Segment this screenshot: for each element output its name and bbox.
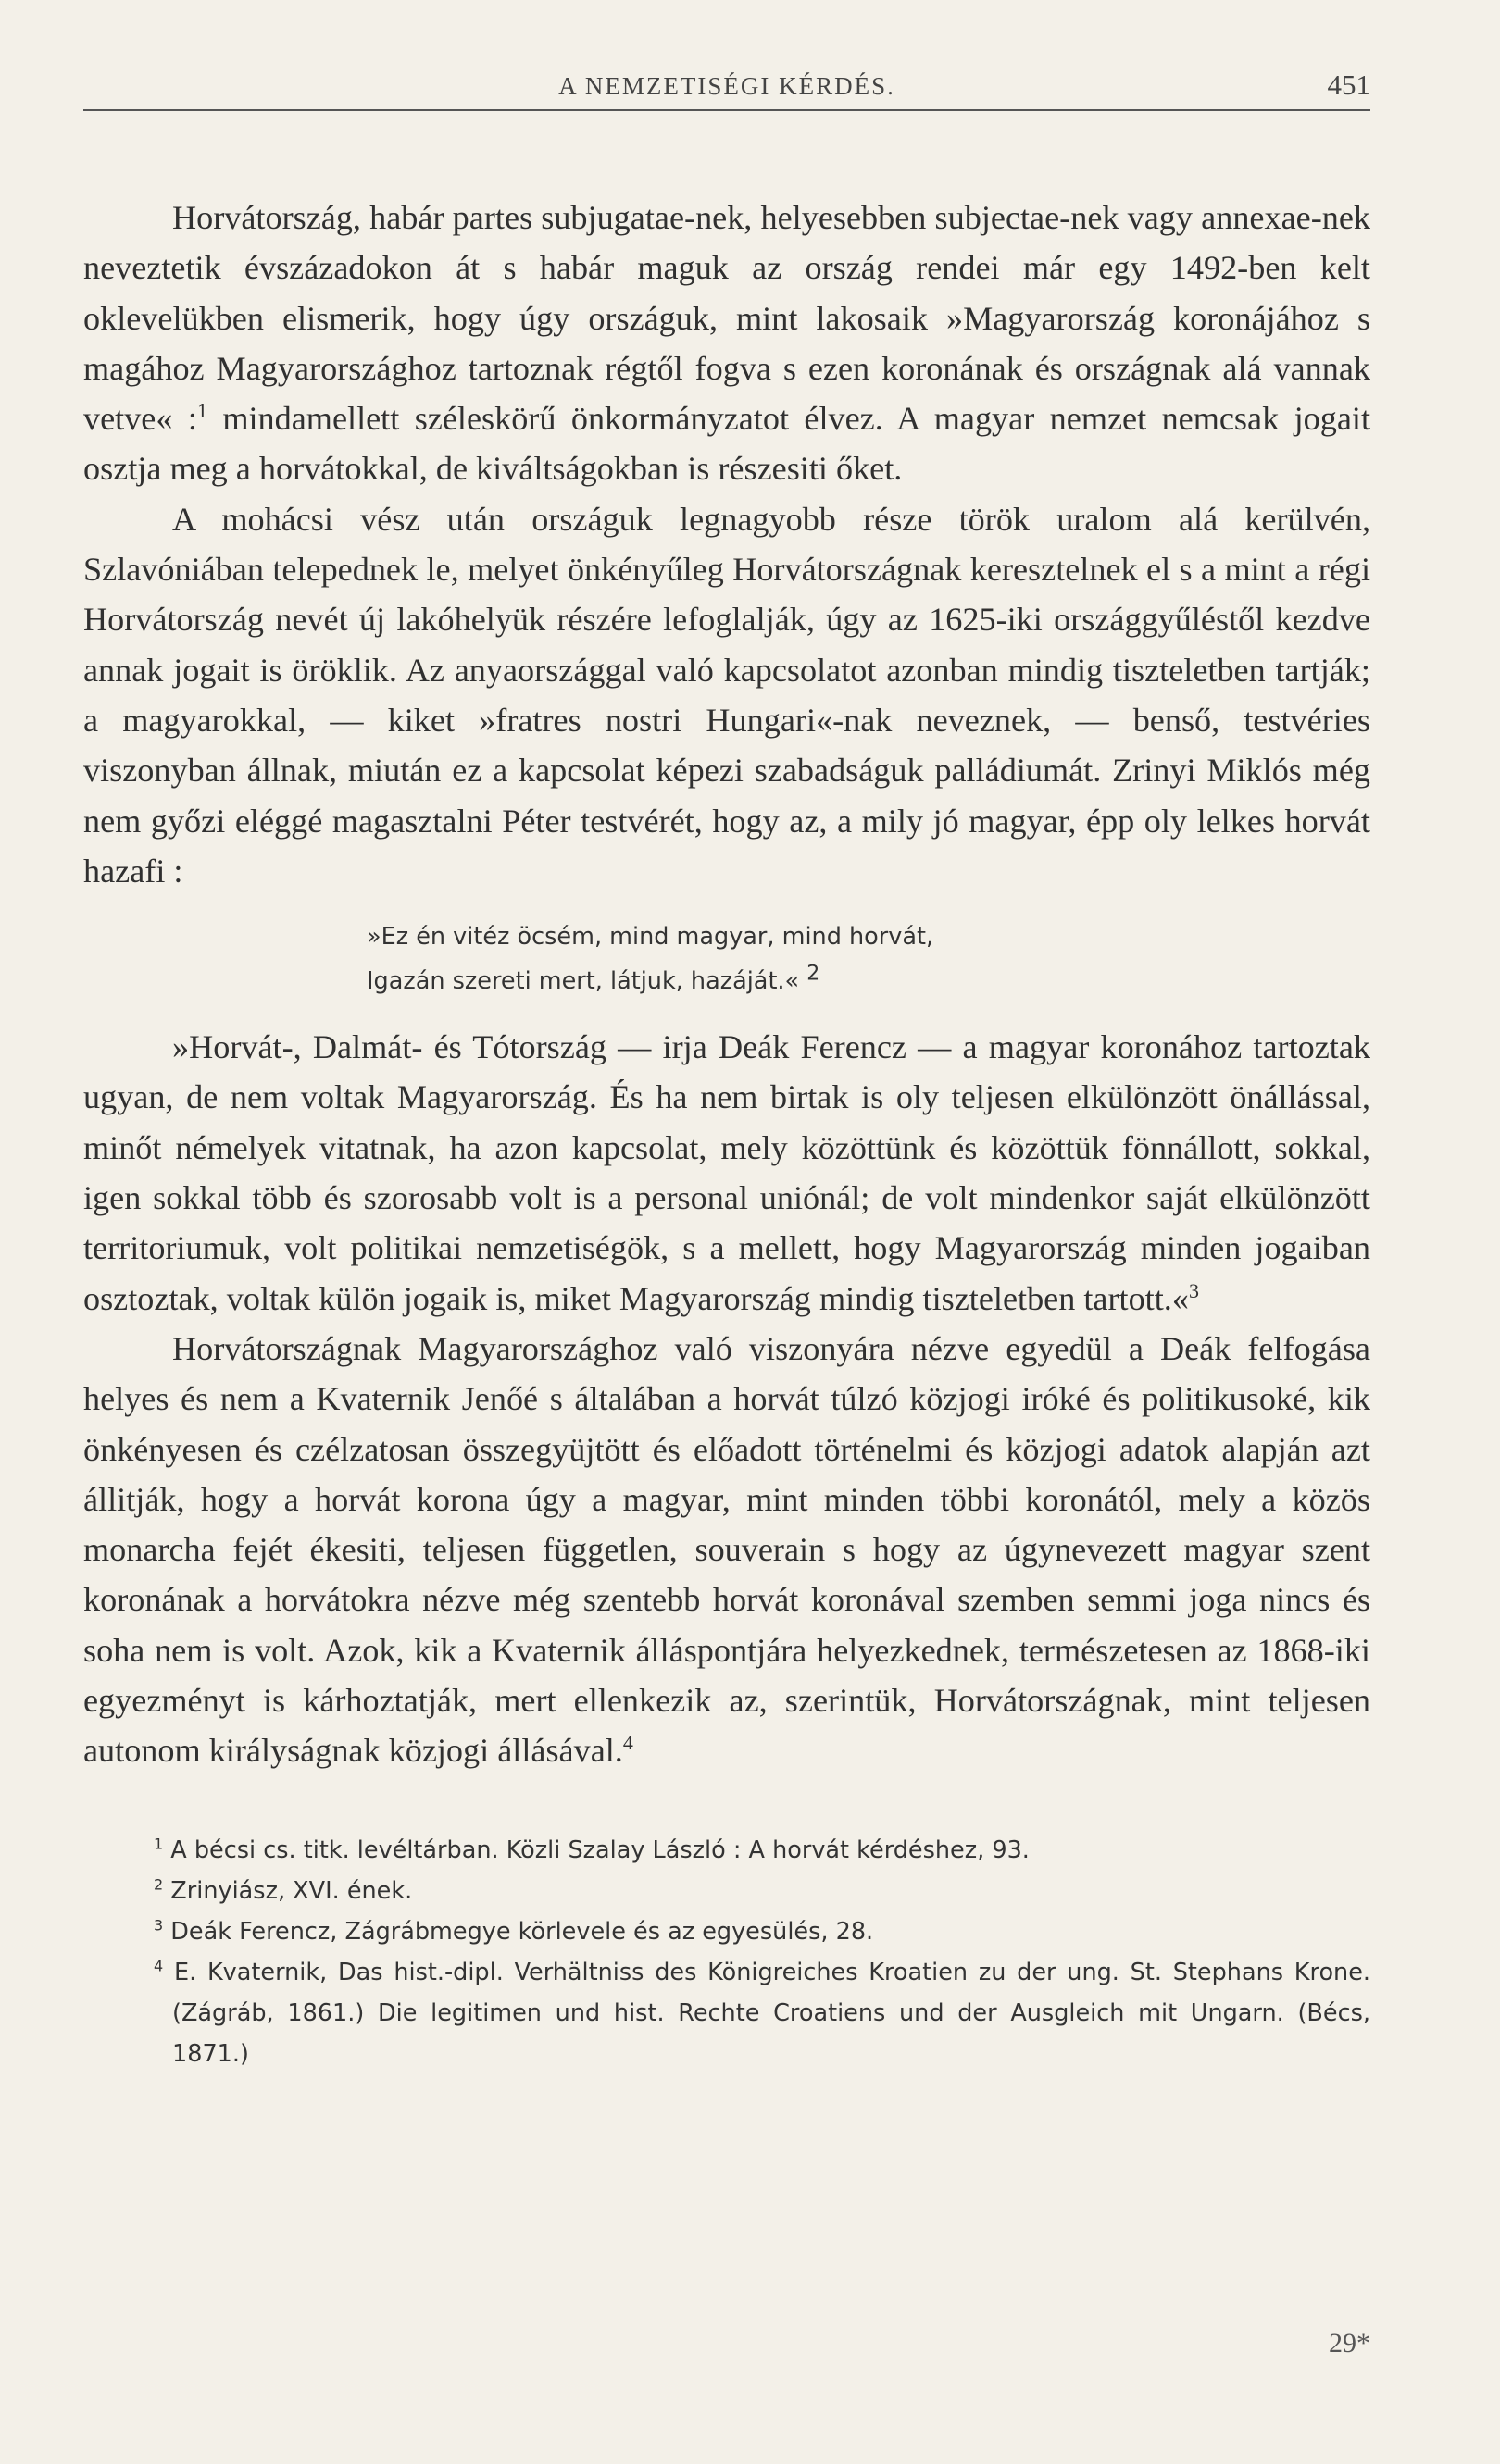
footnote-ref-3: 3: [1188, 1278, 1199, 1302]
running-title: A NEMZETISÉGI KÉRDÉS.: [558, 72, 895, 100]
verse-line-2: Igazán szereti mert, látjuk, hazáját.«: [367, 967, 800, 996]
footnote-4: [83, 1952, 1370, 2074]
footnote-text: A bécsi cs. titk. levéltárban. Közli Szalay László : A horvát kérdéshez, 93.: [170, 1836, 1030, 1864]
footnote-text: E. Kvaternik, Das hist.-dipl. Verhältniss des Königreiches Kroatien zu der ung. St. Stephans Krone. (Zágráb, 1861.) Die legitimen und hist. Rechte Croatiens und der Ausgleich mit Ungarn. (Bécs, 1871.): [172, 1958, 1370, 2068]
paragraph-3: [83, 1022, 1370, 1324]
page-header: [83, 56, 1370, 111]
paragraph-1-cont: mindamellett széleskörű önkormányzatot élvez. A magyar nemzet nemcsak jogait osztja meg a horvátokkal, de kiváltságokban is részesiti őket.: [83, 400, 1370, 488]
footnote-mark: 3: [154, 1916, 164, 1935]
verse-line-2-wrap: [367, 959, 1370, 1003]
footnote-mark: 2: [154, 1875, 164, 1894]
printer-signature: 29*: [1329, 2328, 1370, 2358]
paragraph-2: [83, 494, 1370, 896]
page-number: 451: [1327, 68, 1370, 101]
paragraph-1: [83, 193, 1370, 494]
footnote-3: [83, 1911, 1370, 1952]
paragraph-2-text: A mohácsi vész után országuk legnagyobb része török uralom alá kerülvén, Szlavóniában telepednek le, melyet önkényűleg Horvátországnak keresztelnek el s a mint a régi Horvátország nevét új lakóhelyük részére lefoglalják, úgy az 1625-iki országgyűléstől kezdve annak jogait is öröklik. Az anyaországgal való kapcsolatot azonban mindig tiszteletben tartják; a magyarokkal, — kiket »fratres nostri Hungari«-nak neveznek, — benső, testvéries viszonyban állnak, miután ez a kapcsolat képezi szabadságuk palládiumát. Zrinyi Miklós még nem győzi eléggé magasztalni Péter testvérét, hogy az, a mily jó magyar, épp oly lelkes horvát hazafi :: [83, 500, 1370, 890]
footnote-2: [83, 1871, 1370, 1911]
footnotes: [83, 1830, 1370, 2074]
body-text: [83, 193, 1370, 1776]
page: [83, 56, 1370, 2358]
footnote-ref-2: 2: [806, 962, 820, 986]
paragraph-4-text: Horvátországnak Magyarországhoz való viszonyára nézve egyedül a Deák felfogása helyes és nem a Kvaternik Jenőé s általában a horvát túlzó közjogi iróké és politikusoké, kik önkényesen és czélzatosan összegyüjtött és előadott történelmi és közjogi adatok alapján azt állitják, hogy a horvát korona úgy a magyar, mint minden többi koronától, mely a közös monarcha fejét ékesiti, teljesen független, souverain s hogy az úgynevezett magyar szent koronának a horvátokra nézve még szentebb horvát koronával szemben semmi joga nincs és soha nem is volt. Azok, kik a Kvaternik álláspontjára helyezkednek, természetesen az 1868-iki egyezményt is kárhoztatják, mert ellenkezik az, szerintük, Horvátországnak, mint teljesen autonom királyságnak közjogi állásával.: [83, 1329, 1370, 1770]
footnote-ref-4: 4: [622, 1731, 633, 1755]
verse-quote: [367, 915, 1370, 1003]
verse-line-1: »Ez én vitéz öcsém, mind magyar, mind horvát,: [367, 923, 934, 952]
paragraph-1-text: Horvátország, habár partes subjugatae-nek, helyesebben subjectae-nek vagy annexae-nek neveztetik évszázadokon át s habár maguk az ország rendei már egy 1492-ben kelt oklevelükben elismerik, hogy úgy országuk, mint lakosaik »Magyarország koronájához s magához Magyarországhoz tartoznak régtől fogva s ezen koronának és országnak alá vannak vetve« :: [83, 199, 1370, 438]
paragraph-3-text: »Horvát-, Dalmát- és Tótország — irja Deák Ferencz — a magyar koronához tartoztak ugyan, de nem voltak Magyarország. És ha nem birtak is oly teljesen elkülönzött önállással, minőt némelyek vitatnak, ha azon kapcsolat, mely közöttünk és közöttük fönnállott, sokkal, igen sokkal több és szorosabb volt is a personal uniónál; de volt mindenkor saját elkülönzött territoriumuk, volt politikai nemzetiségök, s a mellett, hogy Magyarország minden jogaiban osztoztak, voltak külön jogaik is, miket Magyarország mindig tiszteletben tartott.«: [83, 1028, 1370, 1317]
footnote-mark: 4: [154, 1957, 164, 1975]
footnote-mark: 1: [154, 1835, 164, 1853]
footnote-text: Deák Ferencz, Zágrábmegye körlevele és az egyesülés, 28.: [170, 1917, 874, 1946]
footnote-1: [83, 1830, 1370, 1871]
paragraph-4: [83, 1324, 1370, 1776]
footnote-text: Zrinyiász, XVI. ének.: [170, 1876, 413, 1905]
footnote-ref-1: 1: [196, 399, 207, 423]
